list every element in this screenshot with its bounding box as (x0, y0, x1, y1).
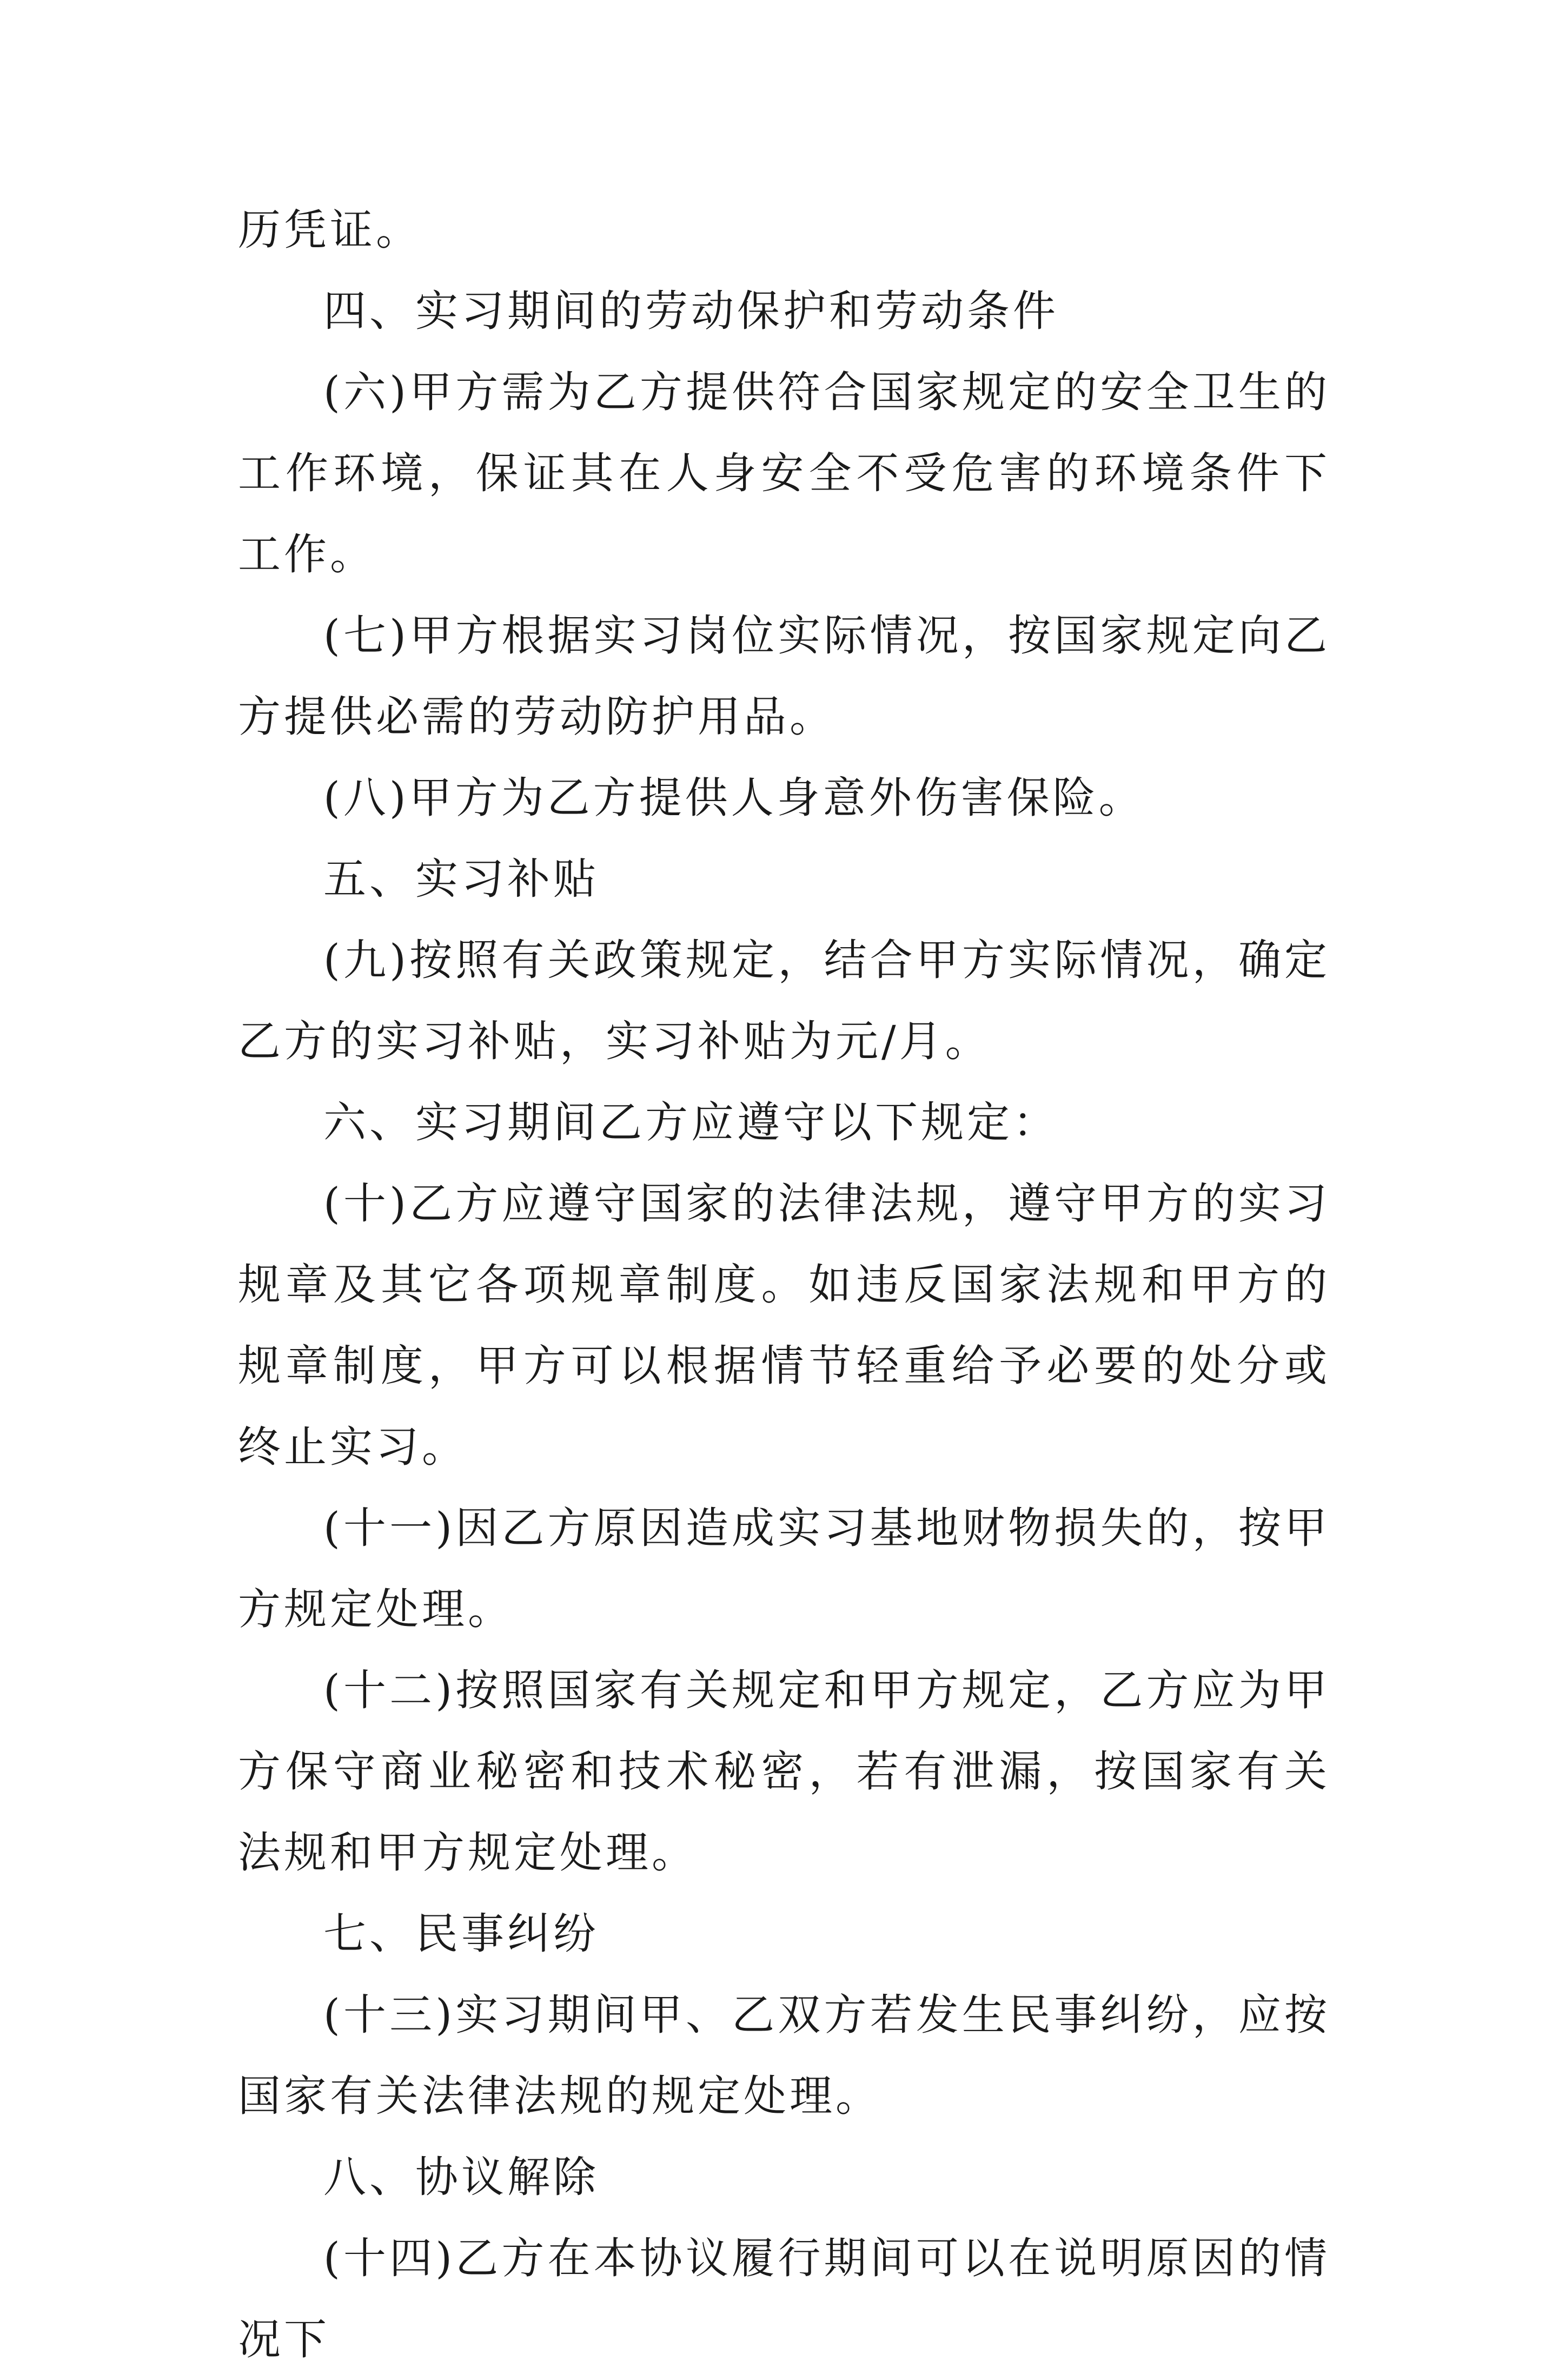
clause-6: (六)甲方需为乙方提供符合国家规定的安全卫生的工作环境，保证其在人身安全不受危害的环境条件下工作。 (238, 367, 1330, 579)
section-heading-labor-protection: 四、实习期间的劳动保护和劳动条件 (323, 286, 1059, 336)
section-heading-civil-disputes: 七、民事纠纷 (323, 1909, 599, 1959)
clause-7: (七)甲方根据实习岗位实际情况，按国家规定向乙方提供必需的劳动防护用品。 (238, 611, 1330, 742)
paragraph-continuation: 历凭证。 (238, 205, 422, 255)
clause-8: (八)甲方为乙方提供人身意外伤害保险。 (323, 773, 1145, 823)
section-heading-party-b-rules: 六、实习期间乙方应遵守以下规定： (323, 1098, 1059, 1147)
document-body (238, 189, 1330, 2380)
clause-14: (十四)乙方在本协议履行期间可以在说明原因的情况下 (238, 2233, 1330, 2364)
clause-9: (九)按照有关政策规定，结合甲方实际情况，确定乙方的实习补贴，实习补贴为元/月。 (238, 935, 1330, 1066)
section-heading-termination: 八、协议解除 (323, 2152, 599, 2202)
clause-10: (十)乙方应遵守国家的法律法规，遵守甲方的实习规章及其它各项规章制度。如违反国家法规和甲方的规章制度，甲方可以根据情节轻重给予必要的处分或终止实习。 (238, 1179, 1330, 1472)
section-heading-internship-subsidy: 五、实习补贴 (323, 854, 599, 904)
clause-11: (十一)因乙方原因造成实习基地财物损失的，按甲方规定处理。 (238, 1503, 1330, 1634)
clause-12: (十二)按照国家有关规定和甲方规定，乙方应为甲方保守商业秘密和技术秘密，若有泄漏，按国家有关法规和甲方规定处理。 (238, 1665, 1330, 1877)
clause-13: (十三)实习期间甲、乙双方若发生民事纠纷，应按国家有关法律法规的规定处理。 (238, 1990, 1330, 2121)
